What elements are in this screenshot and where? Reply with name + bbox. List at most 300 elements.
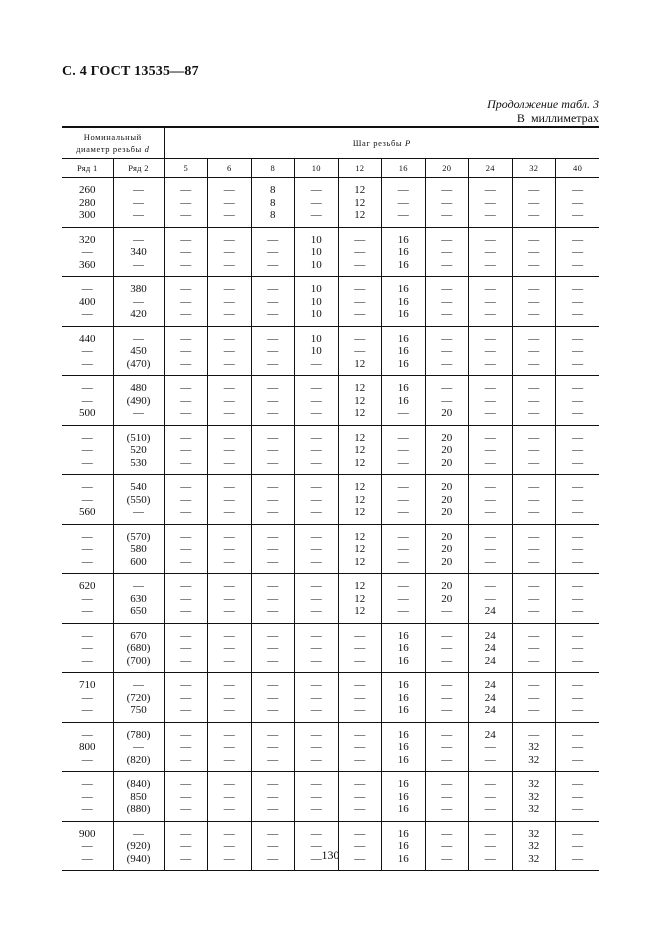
- cell-value: —: [223, 444, 235, 456]
- table-cell: [208, 772, 252, 822]
- cell-value: —: [267, 407, 279, 419]
- cell-value: 10: [310, 283, 322, 295]
- cell-value: —: [310, 196, 322, 209]
- cell-value: 10: [310, 233, 322, 246]
- cell-value: —: [267, 295, 279, 308]
- table-row-group: [62, 326, 599, 376]
- cell-value: —: [397, 506, 409, 518]
- cell-value: 530: [130, 456, 147, 469]
- cell-value: 20: [441, 481, 453, 493]
- table-cell: [251, 574, 295, 624]
- table-cell: [251, 623, 295, 673]
- table-cell: [382, 673, 426, 723]
- cell-value: 16: [397, 295, 409, 308]
- cell-value: —: [81, 543, 93, 555]
- cell-value: —: [223, 209, 235, 221]
- cell-value: —: [528, 184, 540, 196]
- cell-value: —: [528, 308, 540, 320]
- cell-value: —: [267, 728, 279, 741]
- cell-value: —: [81, 605, 93, 617]
- table-cell: [382, 722, 426, 772]
- pitch-header-16: 16: [382, 159, 426, 178]
- cell-value: —: [484, 184, 496, 196]
- table-cell: [208, 425, 252, 475]
- cell-value: —: [267, 431, 279, 444]
- cell-value: —: [180, 444, 192, 456]
- cell-value: 12: [354, 382, 366, 394]
- cell-value: 20: [441, 543, 453, 555]
- cell-value: 24: [484, 691, 496, 704]
- cell-value: —: [354, 258, 366, 271]
- table-cell: [164, 524, 208, 574]
- cell-value: —: [528, 592, 540, 605]
- pitch-header-8: 8: [251, 159, 295, 178]
- cell-value: —: [528, 481, 540, 493]
- table-cell: [382, 227, 426, 277]
- cell-value: —: [310, 530, 322, 543]
- table-cell: [251, 821, 295, 871]
- cell-value: —: [484, 555, 496, 568]
- cell-value: 630: [130, 592, 147, 605]
- table-cell: [382, 376, 426, 426]
- cell-value: —: [572, 308, 584, 320]
- cell-value: —: [180, 233, 192, 246]
- cell-value: —: [133, 827, 144, 840]
- table-cell: [512, 376, 556, 426]
- cell-value: 12: [354, 196, 366, 209]
- table-cell: [113, 722, 164, 772]
- table-row-group: [62, 277, 599, 327]
- cell-value: —: [484, 543, 496, 555]
- cell-value: —: [484, 741, 496, 753]
- cell-value: —: [133, 258, 144, 271]
- cell-value: —: [223, 431, 235, 444]
- cell-value: —: [267, 246, 279, 258]
- table-cell: [512, 673, 556, 723]
- cell-value: 32: [528, 790, 540, 803]
- table-cell: [338, 425, 382, 475]
- table-row-group: [62, 623, 599, 673]
- cell-value: —: [528, 605, 540, 617]
- table-cell: [425, 376, 469, 426]
- cell-value: —: [267, 493, 279, 506]
- table-cell: [295, 475, 339, 525]
- cell-value: —: [354, 642, 366, 654]
- table-cell: [556, 475, 600, 525]
- cell-value: —: [267, 555, 279, 568]
- cell-value: —: [528, 394, 540, 407]
- cell-value: —: [572, 209, 584, 221]
- cell-value: —: [180, 679, 192, 691]
- cell-value: —: [133, 580, 144, 592]
- cell-value: —: [484, 196, 496, 209]
- cell-value: —: [528, 629, 540, 642]
- cell-value: —: [572, 654, 584, 667]
- cell-value: 16: [397, 827, 409, 840]
- cell-value: —: [354, 345, 366, 357]
- cell-value: —: [223, 295, 235, 308]
- cell-value: —: [397, 209, 409, 221]
- cell-value: —: [484, 357, 496, 370]
- table-cell: [338, 574, 382, 624]
- cell-value: —: [397, 431, 409, 444]
- cell-value: (470): [126, 357, 151, 370]
- table-cell: [469, 574, 513, 624]
- cell-value: 480: [130, 382, 147, 394]
- cell-value: —: [441, 345, 453, 357]
- cell-value: —: [572, 394, 584, 407]
- cell-value: —: [484, 295, 496, 308]
- cell-value: 12: [354, 209, 366, 221]
- cell-value: —: [81, 345, 93, 357]
- table-cell: [382, 821, 426, 871]
- cell-value: —: [310, 456, 322, 469]
- table-cell: [512, 475, 556, 525]
- cell-value: —: [133, 407, 144, 419]
- cell-value: —: [223, 493, 235, 506]
- cell-value: —: [180, 605, 192, 617]
- table-cell: [62, 376, 113, 426]
- cell-value: —: [180, 258, 192, 271]
- pitch-header-20: 20: [425, 159, 469, 178]
- table-cell: [113, 772, 164, 822]
- cell-value: —: [528, 209, 540, 221]
- cell-value: —: [397, 555, 409, 568]
- table-cell: [62, 623, 113, 673]
- thread-pitch-header: [164, 127, 599, 159]
- cell-value: 16: [397, 654, 409, 667]
- cell-value: —: [81, 840, 93, 852]
- cell-value: 670: [130, 629, 147, 642]
- table-cell: [338, 376, 382, 426]
- table-row-group: [62, 722, 599, 772]
- cell-value: 260: [79, 184, 96, 196]
- cell-value: —: [528, 506, 540, 518]
- table-cell: [425, 178, 469, 228]
- cell-value: —: [441, 308, 453, 320]
- cell-value: —: [310, 654, 322, 667]
- cell-value: —: [180, 642, 192, 654]
- cell-value: —: [397, 605, 409, 617]
- table-cell: [164, 722, 208, 772]
- table-cell: [164, 178, 208, 228]
- cell-value: —: [528, 246, 540, 258]
- cell-value: 420: [130, 308, 147, 320]
- table-cell: [556, 821, 600, 871]
- cell-value: 500: [79, 407, 96, 419]
- table-cell: [469, 326, 513, 376]
- row2-header: Ряд 2: [113, 159, 164, 178]
- table-cell: [164, 277, 208, 327]
- cell-value: —: [223, 308, 235, 320]
- cell-value: —: [267, 753, 279, 766]
- table-cell: [295, 821, 339, 871]
- cell-value: —: [572, 543, 584, 555]
- cell-value: —: [310, 840, 322, 852]
- cell-value: —: [441, 728, 453, 741]
- table-cell: [164, 673, 208, 723]
- cell-value: 540: [130, 481, 147, 493]
- table-cell: [164, 623, 208, 673]
- cell-value: —: [572, 679, 584, 691]
- pitch-header-40: 40: [556, 159, 600, 178]
- table-cell: [556, 524, 600, 574]
- cell-value: —: [267, 778, 279, 790]
- cell-value: —: [441, 827, 453, 840]
- cell-value: —: [572, 840, 584, 852]
- cell-value: —: [572, 790, 584, 803]
- cell-value: —: [572, 753, 584, 766]
- cell-value: (880): [126, 803, 151, 815]
- cell-value: —: [572, 283, 584, 295]
- cell-value: —: [310, 605, 322, 617]
- cell-value: —: [267, 642, 279, 654]
- cell-value: 10: [310, 332, 322, 345]
- cell-value: —: [180, 506, 192, 518]
- cell-value: —: [484, 431, 496, 444]
- cell-value: —: [572, 493, 584, 506]
- cell-value: —: [354, 741, 366, 753]
- cell-value: —: [223, 592, 235, 605]
- table-cell: [469, 722, 513, 772]
- cell-value: —: [572, 407, 584, 419]
- cell-value: —: [397, 481, 409, 493]
- cell-value: —: [81, 642, 93, 654]
- cell-value: —: [267, 382, 279, 394]
- cell-value: —: [441, 704, 453, 716]
- cell-value: —: [484, 444, 496, 456]
- cell-value: —: [310, 852, 322, 865]
- table-cell: [295, 574, 339, 624]
- cell-value: —: [81, 803, 93, 815]
- cell-value: —: [267, 827, 279, 840]
- cell-value: —: [267, 456, 279, 469]
- cell-value: —: [81, 382, 93, 394]
- cell-value: —: [267, 852, 279, 865]
- pitch-header-24: 24: [469, 159, 513, 178]
- cell-value: 8: [270, 196, 276, 209]
- table-cell: [113, 821, 164, 871]
- table-cell: [512, 178, 556, 228]
- cell-value: —: [81, 530, 93, 543]
- cell-value: —: [441, 233, 453, 246]
- cell-value: —: [223, 580, 235, 592]
- cell-value: —: [223, 283, 235, 295]
- cell-value: —: [180, 357, 192, 370]
- cell-value: —: [180, 840, 192, 852]
- cell-value: —: [267, 530, 279, 543]
- cell-value: —: [267, 840, 279, 852]
- table-cell: [62, 772, 113, 822]
- cell-value: —: [310, 493, 322, 506]
- cell-value: —: [572, 431, 584, 444]
- cell-value: —: [441, 382, 453, 394]
- cell-value: —: [441, 258, 453, 271]
- cell-value: —: [133, 295, 144, 308]
- table-cell: [251, 425, 295, 475]
- cell-value: (780): [126, 728, 151, 741]
- cell-value: 360: [79, 258, 96, 271]
- cell-value: —: [81, 394, 93, 407]
- cell-value: —: [310, 394, 322, 407]
- cell-value: —: [441, 196, 453, 209]
- cell-value: 16: [397, 642, 409, 654]
- table-cell: [164, 772, 208, 822]
- cell-value: 440: [79, 332, 96, 345]
- table-row-group: [62, 475, 599, 525]
- cell-value: (940): [126, 852, 151, 865]
- table-cell: [469, 772, 513, 822]
- cell-value: —: [484, 753, 496, 766]
- table-cell: [62, 475, 113, 525]
- cell-value: —: [572, 196, 584, 209]
- cell-value: 24: [484, 605, 496, 617]
- table-cell: [512, 425, 556, 475]
- cell-value: —: [180, 196, 192, 209]
- cell-value: —: [572, 778, 584, 790]
- table-cell: [556, 673, 600, 723]
- table-cell: [425, 623, 469, 673]
- table-cell: [338, 277, 382, 327]
- cell-value: —: [528, 691, 540, 704]
- cell-value: —: [572, 345, 584, 357]
- cell-value: —: [81, 308, 93, 320]
- table-cell: [208, 475, 252, 525]
- cell-value: —: [223, 246, 235, 258]
- cell-value: —: [484, 332, 496, 345]
- cell-value: —: [484, 407, 496, 419]
- nominal-diameter-symbol: d: [144, 144, 150, 154]
- table-cell: [338, 821, 382, 871]
- cell-value: —: [572, 592, 584, 605]
- cell-value: —: [572, 456, 584, 469]
- table-cell: [208, 722, 252, 772]
- cell-value: —: [310, 580, 322, 592]
- cell-value: —: [223, 184, 235, 196]
- cell-value: 12: [354, 394, 366, 407]
- cell-value: 16: [397, 728, 409, 741]
- cell-value: —: [180, 184, 192, 196]
- cell-value: 16: [397, 852, 409, 865]
- cell-value: —: [180, 691, 192, 704]
- cell-value: —: [528, 679, 540, 691]
- cell-value: —: [528, 642, 540, 654]
- table-row-group: [62, 524, 599, 574]
- cell-value: —: [81, 592, 93, 605]
- table-cell: [556, 178, 600, 228]
- cell-value: —: [441, 691, 453, 704]
- cell-value: 900: [79, 827, 96, 840]
- cell-value: —: [528, 704, 540, 716]
- cell-value: (920): [126, 840, 151, 852]
- cell-value: —: [572, 741, 584, 753]
- table-cell: [425, 673, 469, 723]
- table-row-group: [62, 227, 599, 277]
- cell-value: —: [572, 827, 584, 840]
- cell-value: —: [397, 493, 409, 506]
- cell-value: —: [354, 840, 366, 852]
- table-cell: [62, 722, 113, 772]
- table-cell: [113, 277, 164, 327]
- table-cell: [556, 425, 600, 475]
- cell-value: —: [441, 295, 453, 308]
- units-prefix: В: [516, 111, 525, 125]
- cell-value: —: [133, 332, 144, 345]
- cell-value: —: [528, 580, 540, 592]
- cell-value: —: [441, 778, 453, 790]
- cell-value: —: [484, 840, 496, 852]
- cell-value: —: [223, 456, 235, 469]
- cell-value: —: [223, 741, 235, 753]
- cell-value: —: [267, 704, 279, 716]
- cell-value: —: [484, 308, 496, 320]
- thread-pitch-symbol: P: [404, 138, 411, 148]
- pitch-header-32: 32: [512, 159, 556, 178]
- cell-value: 20: [441, 580, 453, 592]
- cell-value: —: [81, 493, 93, 506]
- table-cell: [512, 277, 556, 327]
- cell-value: —: [484, 345, 496, 357]
- cell-value: —: [484, 283, 496, 295]
- cell-value: —: [267, 258, 279, 271]
- cell-value: —: [310, 543, 322, 555]
- table-cell: [556, 326, 600, 376]
- table-cell: [338, 227, 382, 277]
- cell-value: —: [267, 691, 279, 704]
- table-cell: [512, 772, 556, 822]
- pitch-header-6: 6: [208, 159, 252, 178]
- cell-value: —: [528, 357, 540, 370]
- table-cell: [251, 475, 295, 525]
- cell-value: 750: [130, 704, 147, 716]
- table-cell: [295, 772, 339, 822]
- cell-value: —: [528, 233, 540, 246]
- cell-value: —: [223, 778, 235, 790]
- cell-value: —: [133, 506, 144, 518]
- cell-value: —: [133, 196, 144, 209]
- cell-value: —: [354, 233, 366, 246]
- table-cell: [62, 277, 113, 327]
- cell-value: —: [81, 654, 93, 667]
- cell-value: —: [441, 332, 453, 345]
- cell-value: —: [223, 840, 235, 852]
- cell-value: —: [81, 481, 93, 493]
- cell-value: 32: [528, 778, 540, 790]
- table-cell: [251, 227, 295, 277]
- cell-value: —: [354, 332, 366, 345]
- table-cell: [512, 524, 556, 574]
- cell-value: —: [572, 704, 584, 716]
- cell-value: —: [572, 629, 584, 642]
- cell-value: 16: [397, 679, 409, 691]
- table-cell: [338, 475, 382, 525]
- cell-value: —: [310, 407, 322, 419]
- cell-value: —: [180, 654, 192, 667]
- cell-value: —: [310, 691, 322, 704]
- cell-value: —: [180, 332, 192, 345]
- cell-value: —: [180, 704, 192, 716]
- cell-value: —: [441, 184, 453, 196]
- cell-value: —: [267, 308, 279, 320]
- cell-value: —: [528, 728, 540, 741]
- cell-value: —: [267, 543, 279, 555]
- cell-value: —: [310, 209, 322, 221]
- cell-value: —: [484, 493, 496, 506]
- cell-value: —: [484, 852, 496, 865]
- table-cell: [208, 227, 252, 277]
- cell-value: —: [484, 258, 496, 271]
- cell-value: 32: [528, 803, 540, 815]
